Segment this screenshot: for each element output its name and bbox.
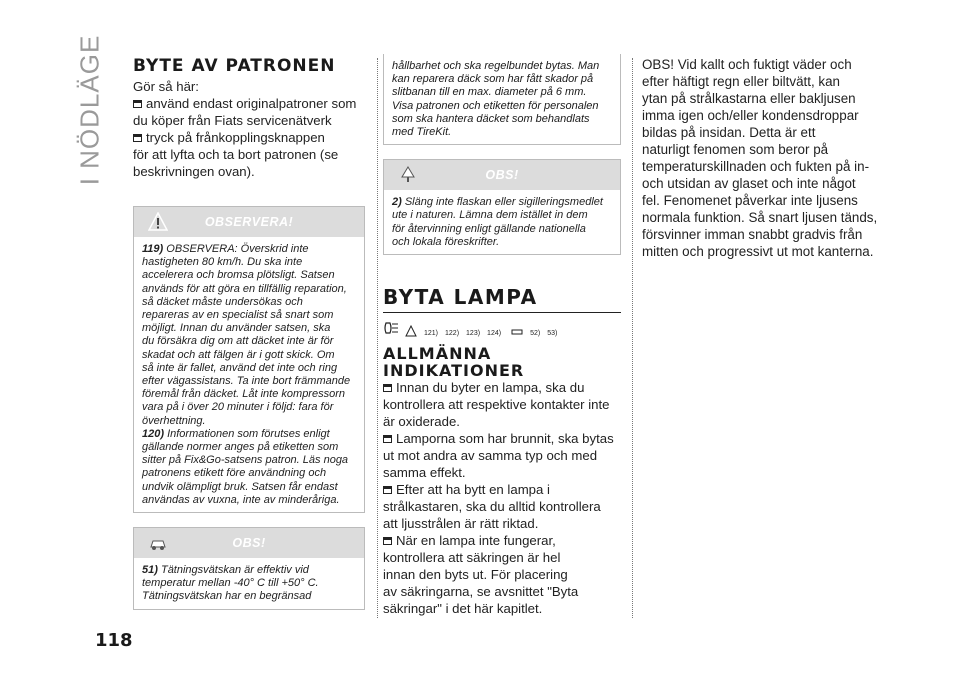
text-line: undvik olämpligt bruk. Satsen får endast <box>142 480 338 493</box>
column-1 <box>133 56 365 610</box>
bullet-icon <box>383 537 392 545</box>
text-line: efter häftigt regn eller biltvätt, kan <box>642 74 840 89</box>
text-line: sitter på Fix&Go-satsens patron. Läs noga <box>142 454 349 467</box>
text-line: naturligt fenomen som beror på <box>642 142 829 157</box>
text-line: som ska hantera däcket som behandlats <box>392 112 590 125</box>
text-line: vara på i över 20 minuter i följd: fara för <box>142 401 334 414</box>
text-line: accelerera och bromsa plötsligt. Satsen <box>142 269 335 282</box>
reference-icons: 121) 122) 123) 124) 52) 53) <box>383 319 621 337</box>
text-line: efter vägassistans. Ta inte bort främmande <box>142 375 351 388</box>
text-line: för återvinning enligt gällande nationella <box>392 222 586 235</box>
text-line: är oxiderade. <box>383 414 460 430</box>
text-line: normala funktion. Så snart ljusen tänds, <box>642 210 878 225</box>
text-line: användas av vuxna, inte av minderåriga. <box>142 493 340 506</box>
obs-box-environment <box>383 159 621 255</box>
text-line: så inte är fallet, använd det inte och ring <box>142 361 338 374</box>
text-line: repareras av en specialist så snart som <box>142 309 334 322</box>
note-number: 120) <box>142 427 168 440</box>
obs-box <box>133 527 365 610</box>
note-number: 119) <box>142 243 167 255</box>
bullet-icon <box>383 435 392 443</box>
text-line: fel. Fenomenet påverkar inte ljusens <box>642 193 858 208</box>
text-line: OBS! Vid kallt och fuktigt väder och <box>642 57 852 72</box>
column-2 <box>383 56 621 617</box>
text-line: att ljusstrålen är rätt riktad. <box>383 516 539 532</box>
text-line: samma effekt. <box>383 465 466 481</box>
text-line: mitten och progressivt ut mot kanterna. <box>642 244 874 259</box>
text-line: och utsidan av glaset och inte något <box>642 176 856 191</box>
lamp-icon <box>383 319 401 337</box>
text-line: kan reparera däck som har fått skador på <box>392 73 594 86</box>
text-line: 119) OBSERVERA: Överskrid inte <box>142 243 309 255</box>
list-item: Lamporna som har brunnit, ska bytas <box>383 430 621 447</box>
text-line: kontrollera att respektive kontakter inte <box>383 397 610 413</box>
warning-small-icon <box>405 325 417 337</box>
bullet-icon <box>133 134 142 142</box>
heading-rule <box>383 312 621 313</box>
text-line: strålkastaren, ska du alltid kontrollera <box>383 499 601 515</box>
text-line: så däcket måste undersökas och <box>142 295 303 308</box>
list-item: Innan du byter en lampa, ska du <box>383 379 621 396</box>
obs-title: OBS! <box>485 168 519 183</box>
bullet-icon <box>383 486 392 494</box>
text-line: 51) Tätningsvätskan är effektiv vid <box>142 564 309 577</box>
text-line: patronens etikett före användning och <box>142 467 327 480</box>
obs-text <box>384 190 620 254</box>
text-line: ute i naturen. Lämna dem istället in dem <box>392 209 588 222</box>
warning-title: OBSERVERA! <box>204 215 294 229</box>
text-line: överhettning. <box>142 414 206 427</box>
bullet-icon <box>133 100 142 108</box>
bullet-icon <box>383 384 392 392</box>
text-line: imma igen och/eller kondensdroppar <box>642 108 859 123</box>
text-line: möjligt. Innan du använder satsen, ska <box>142 322 331 335</box>
text-line: med TireKit. <box>392 126 452 139</box>
body-text: Gör så här: använd endast originalpatroner som du köper från Fiats servicenätverk tryck på frånkopplingsknappen för att lyfta och ta bort patronen (se beskrivningen ovan). <box>133 79 357 179</box>
text-line: kontrollera att säkringen är hel <box>383 550 561 566</box>
section-heading: BYTA LAMPA <box>383 285 538 310</box>
text-line: och lokala föreskrifter. <box>392 235 500 248</box>
column-3 <box>642 56 882 260</box>
text-line: hastigheten 80 km/h. Du ska inte <box>142 256 303 269</box>
text-line: föremål från däcket. Låt inte kompressorn <box>142 388 345 401</box>
text-line: Visa patronen och etiketten för personalen <box>392 99 599 112</box>
column-divider <box>377 58 378 618</box>
text-line: du försäkra dig om att däcket inte är för <box>142 335 334 348</box>
text-line: innan den byts ut. För placering <box>383 567 568 583</box>
text-line: hållbarhet och ska regelbundet bytas. Man <box>392 60 600 72</box>
note-number: 2) <box>392 196 405 209</box>
obs-title: OBS! <box>232 536 266 551</box>
text-line: bildas på insidan. Detta är ett <box>642 125 816 140</box>
text-line: gällande normer anges på etiketten som <box>142 441 339 454</box>
subheading: ALLMÄNNA INDIKATIONER <box>383 344 525 381</box>
text-line: ut mot andra av samma typ och med <box>383 448 598 464</box>
car-small-icon <box>511 325 523 337</box>
page-number: 118 <box>95 630 133 651</box>
warning-box <box>133 206 365 513</box>
note-number: 51) <box>142 564 161 577</box>
column-divider <box>632 58 633 618</box>
obs-text <box>134 558 364 609</box>
bullet-list <box>383 379 621 617</box>
text-line: används för att göra en tillfällig reparation, <box>142 282 347 295</box>
text-line: temperaturskillnaden och fukten på in- <box>642 159 870 174</box>
text-line: 120) Informationen som förutses enligt <box>142 427 330 440</box>
obs-continued-text <box>383 54 621 145</box>
text-line: slitbanan till en max. diameter på 6 mm. <box>392 86 587 99</box>
chapter-side-tab: I NÖDLÄGE <box>74 34 105 186</box>
section-heading: BYTE AV PATRONEN <box>133 56 336 76</box>
text-line: skadat och att fälgen är i gott skick. Om <box>142 348 335 361</box>
text-line: temperatur mellan -40° C till +50° C. <box>142 577 319 590</box>
text-line: ytan på strålkastarna eller bakljusen <box>642 91 856 106</box>
text-line: försvinner imman snabbt gradvis från <box>642 227 863 242</box>
text-line: Tätningsvätskan har en begränsad <box>142 590 312 603</box>
warning-text <box>134 237 364 512</box>
list-item: Efter att ha bytt en lampa i <box>383 481 621 498</box>
text-line: 2) Släng inte flaskan eller sigilleringsmedlet <box>392 196 603 209</box>
body-text <box>642 56 882 260</box>
list-item: När en lampa inte fungerar, <box>383 532 621 549</box>
text-line: av säkringarna, se avsnittet "Byta <box>383 584 579 600</box>
text-line: säkringar" i det här kapitlet. <box>383 601 543 617</box>
